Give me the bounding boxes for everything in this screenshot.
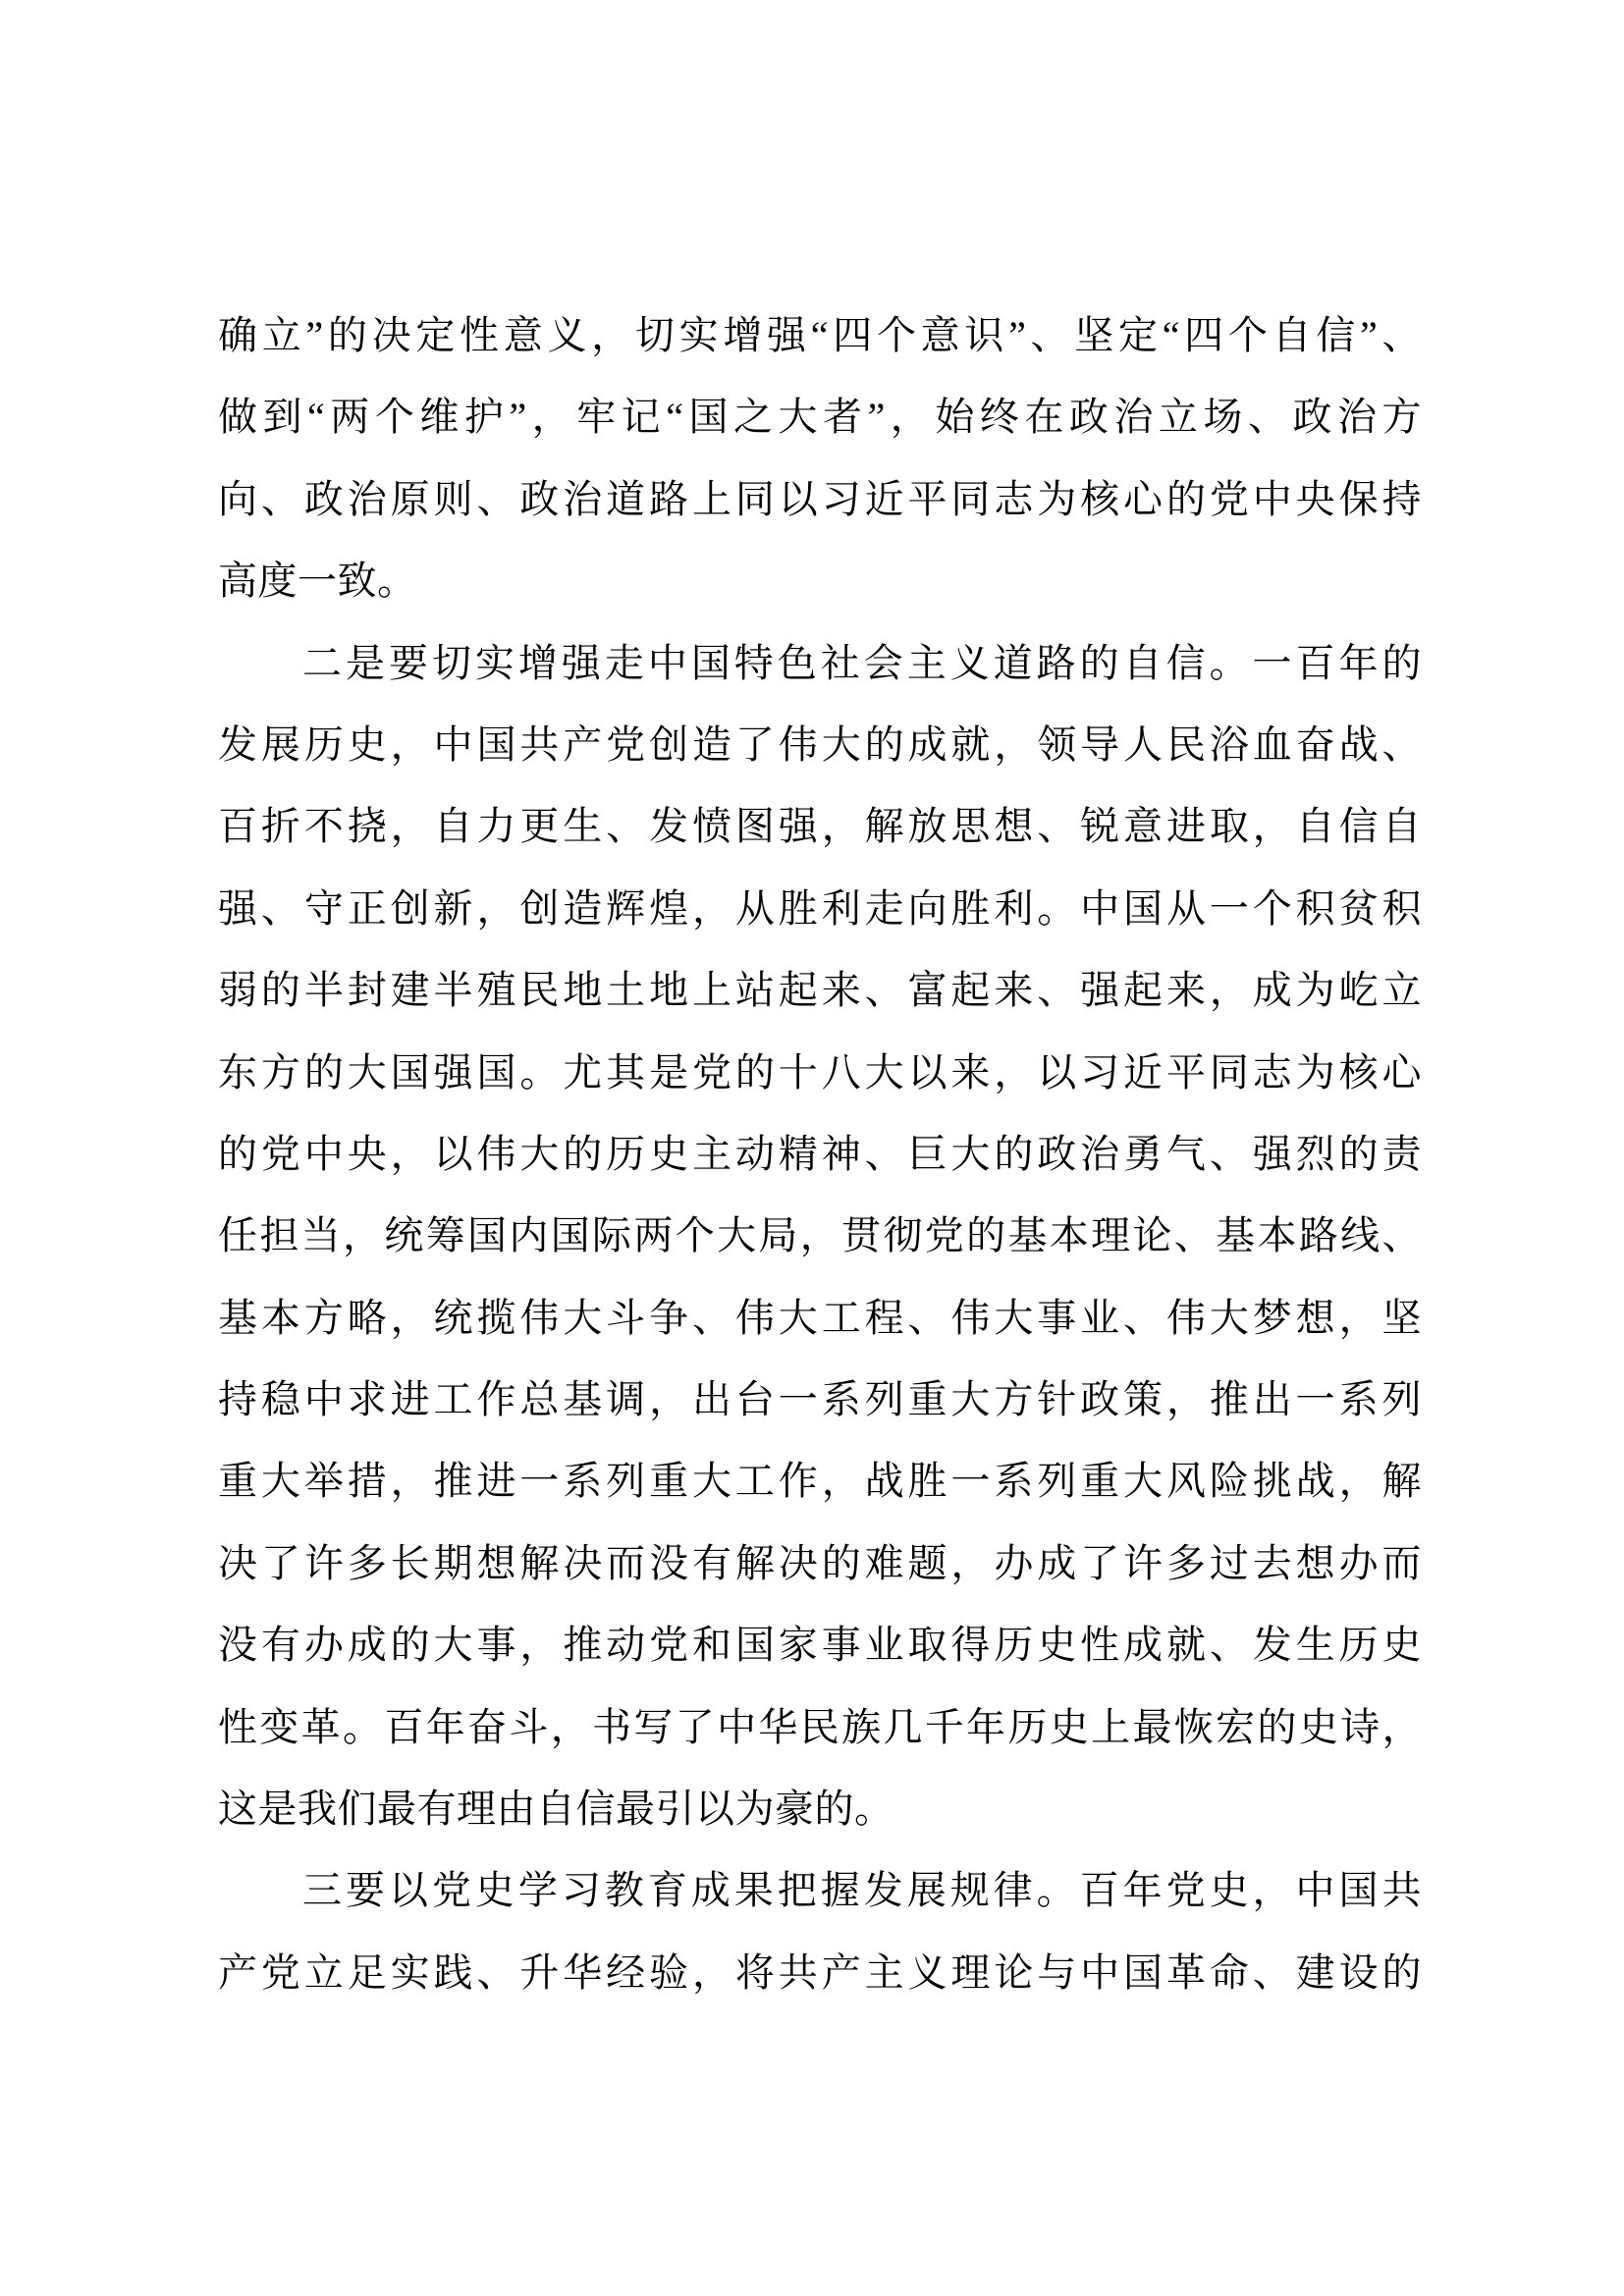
text-line: 没有办成的大事，推动党和国家事业取得历史性成就、发生历史 [218,1623,1422,1668]
text-line: 基本方略，统揽伟大斗争、伟大工程、伟大事业、伟大梦想，坚 [218,1295,1422,1340]
text-line: 的党中央，以伟大的历史主动精神、巨大的政治勇气、强烈的责 [218,1131,1422,1176]
text-line: 性变革。百年奋斗，书写了中华民族几千年历史上最恢宏的史诗， [218,1704,1422,1749]
text-line: 重大举措，推进一系列重大工作，战胜一系列重大风险挑战，解 [218,1459,1422,1504]
text-line: 持稳中求进工作总基调，出台一系列重大方针政策，推出一系列 [218,1377,1422,1422]
text-line: 任担当，统筹国内国际两个大局，贯彻党的基本理论、基本路线、 [218,1213,1422,1258]
text-line: 弱的半封建半殖民地土地上站起来、富起来、强起来，成为屹立 [218,968,1422,1013]
text-line: 这是我们最有理由自信最引以为豪的。 [218,1787,894,1832]
text-line: 百折不挠，自力更生、发愤图强，解放思想、锐意进取，自信自 [218,804,1422,849]
text-line: 决了许多长期想解决而没有解决的难题，办成了许多过去想办而 [218,1540,1422,1585]
text-line: 产党立足实践、升华经验，将共产主义理论与中国革命、建设的 [218,1949,1422,1995]
text-line: 三要以党史学习教育成果把握发展规律。百年党史，中国共 [302,1868,1422,1913]
text-line: 强、守正创新，创造辉煌，从胜利走向胜利。中国从一个积贫积 [218,885,1422,931]
text-line: 二是要切实增强走中国特色社会主义道路的自信。一百年的 [302,640,1422,685]
text-line: 向、政治原则、政治道路上同以习近平同志为核心的党中央保持 [218,476,1422,521]
text-line: 高度一致。 [218,559,417,604]
text-line: 确立”的决定性意义，切实增强“四个意识”、坚定“四个自信”、 [218,313,1422,357]
text-line: 做到“两个维护”，牢记“国之大者”，始终在政治立场、政治方 [218,395,1422,440]
text-line: 发展历史，中国共产党创造了伟大的成就，领导人民浴血奋战、 [218,721,1422,767]
document-text-block [218,294,1422,2013]
text-line: 东方的大国强国。尤其是党的十八大以来，以习近平同志为核心 [218,1049,1422,1095]
